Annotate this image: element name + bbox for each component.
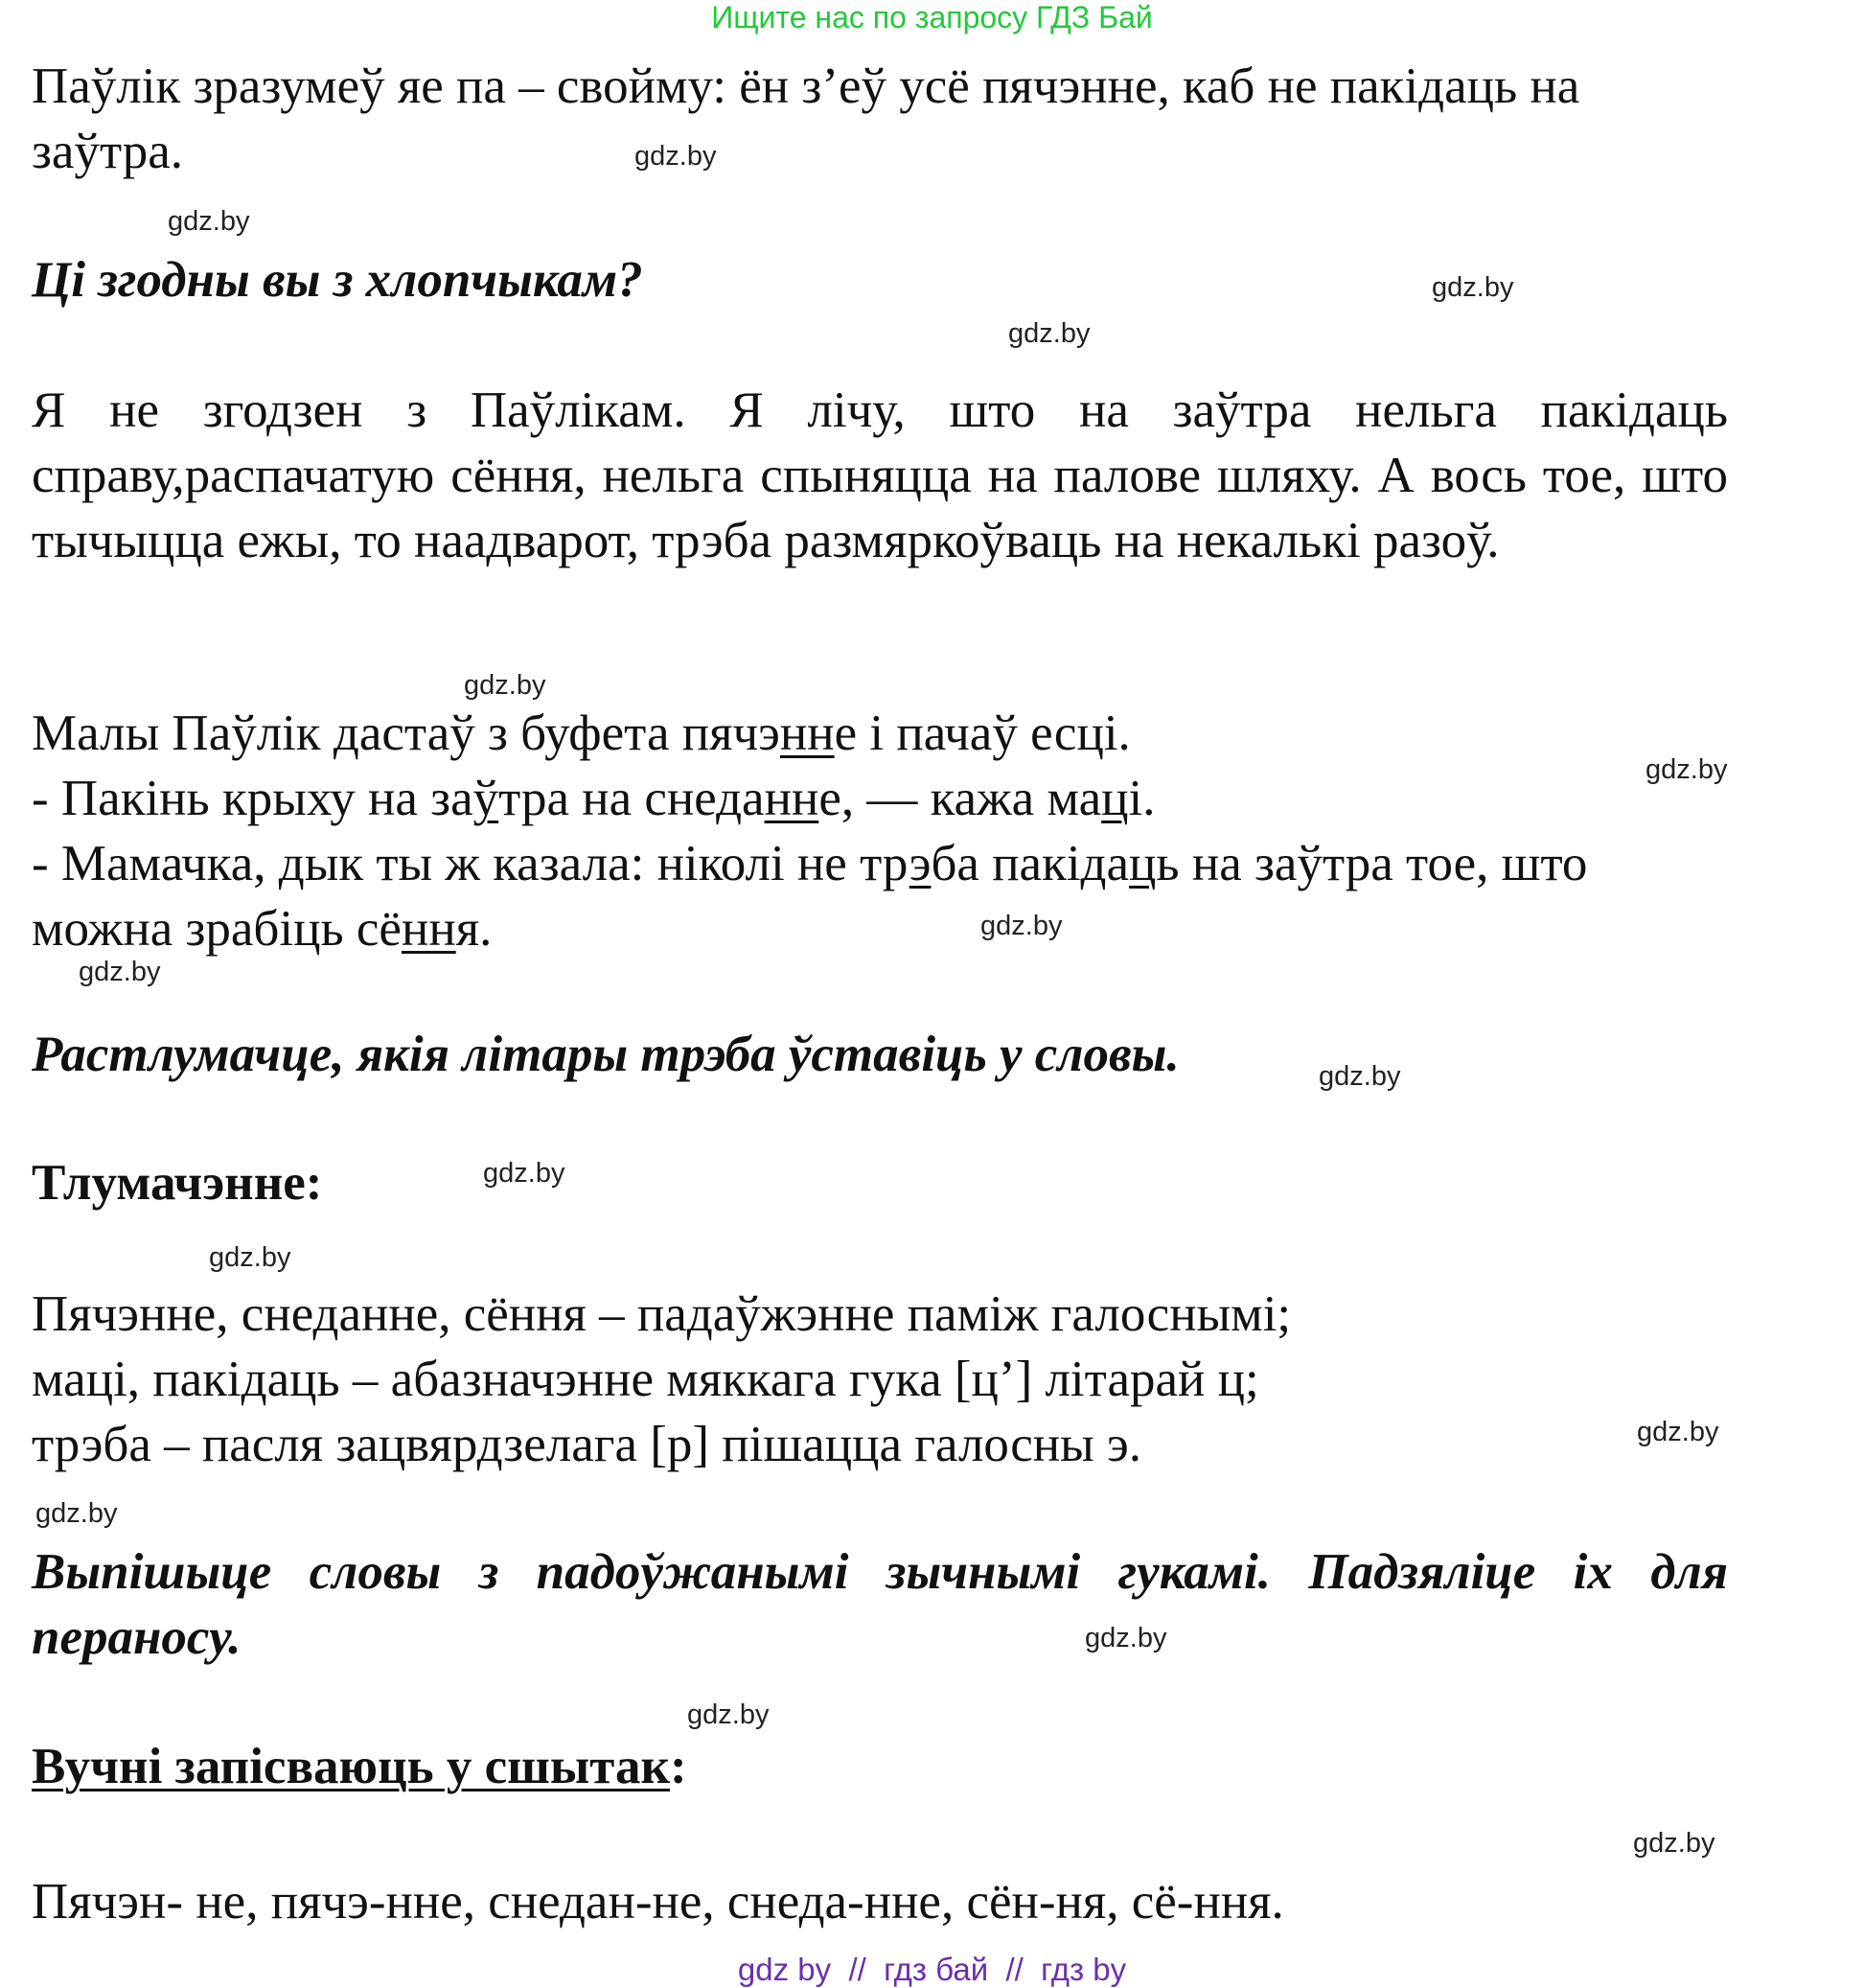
watermark: gdz.by xyxy=(980,911,1063,941)
watermark: gdz.by xyxy=(35,1498,118,1529)
question-2: Растлумачце, якія літары трэба ўставіць у словы. xyxy=(32,1027,1180,1082)
watermark: gdz.by xyxy=(464,670,546,701)
watermark: gdz.by xyxy=(1085,1623,1167,1653)
watermark: gdz.by xyxy=(483,1158,565,1189)
watermark: gdz.by xyxy=(1633,1828,1715,1859)
notebook-heading: Вучні запісваюць у сшытак: xyxy=(32,1739,687,1794)
watermark: gdz.by xyxy=(1008,318,1091,349)
story-line-1: Малы Паўлік дастаў з буфета пячэнне і пачаў есці. xyxy=(32,705,1131,761)
explanation-line-1: Пячэнне, снеданне, сёння – падаўжэнне паміж галоснымі; xyxy=(32,1286,1292,1342)
top-banner[interactable]: Ищите нас по запросу ГДЗ Бай xyxy=(711,0,1153,35)
intro-paragraph: Паўлік зразумеў яе па – свойму: ён з’еў усё пячэнне, каб не пакідаць на заўтра. xyxy=(32,58,1580,179)
watermark: gdz.by xyxy=(168,206,250,237)
watermark: gdz.by xyxy=(634,141,717,172)
explanation-heading: Тлумачэнне: xyxy=(32,1155,323,1211)
story-line-3: - Мамачка, дык ты ж казала: ніколі не трэба пакідаць на заўтра тое, што xyxy=(32,836,1588,891)
watermark: gdz.by xyxy=(1645,754,1728,785)
story-line-4: можна зрабіць сёння. xyxy=(32,901,493,957)
watermark: gdz.by xyxy=(1432,272,1514,303)
watermark: gdz.by xyxy=(79,957,161,987)
question-1: Ці згодны вы з хлопчыкам? xyxy=(32,252,643,308)
footer-links[interactable]: gdz by // гдз бай // гдз by xyxy=(737,1952,1127,1987)
watermark: gdz.by xyxy=(687,1699,770,1730)
watermark: gdz.by xyxy=(1637,1417,1719,1447)
watermark: gdz.by xyxy=(1319,1061,1401,1092)
story-line-2: - Пакінь крыху на заўтра на снеданне, — кажа маці. xyxy=(32,771,1156,826)
watermark: gdz.by xyxy=(209,1242,291,1273)
explanation-line-2: маці, пакідаць – абазначэнне мяккага гука [ц’] літарай ц; xyxy=(32,1352,1259,1407)
answer-paragraph: Я не згодзен з Паўлікам. Я лічу, што на заўтра нельга пакідаць справу,распачатую сёння, нельга спыняцца на палове шляху. А вось тое, што тычыцца ежы, то наадварот, трэба размяркоўваць на некалькі разоў. xyxy=(32,382,1728,568)
hyphenation-answer: Пячэн- не, пячэ-нне, снедан-не, снеда-нне, сён-ня, сё-ння. xyxy=(32,1874,1284,1930)
question-3: Выпішыце словы з падоўжанымі зычнымі гукамі. Падзяліце іх для пераносу. xyxy=(32,1544,1728,1665)
explanation-line-3: трэба – пасля зацвярдзелага [р] пішацца галосны э. xyxy=(32,1417,1141,1472)
